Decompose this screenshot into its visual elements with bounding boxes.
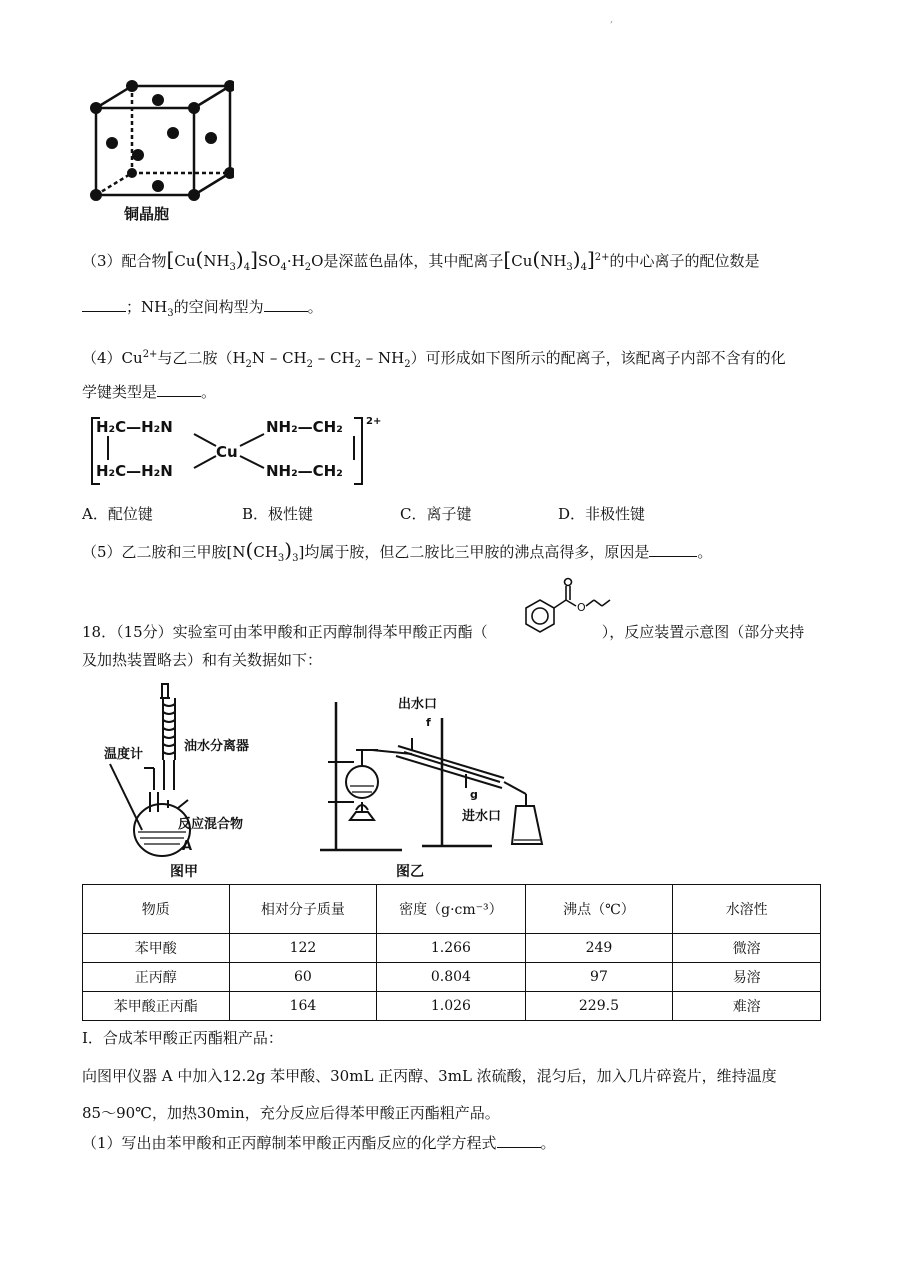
label-water-in: 进水口 [462,809,502,824]
caption-figure-b: 图乙 [396,864,424,880]
label-f: f [426,716,431,729]
table-row [83,963,821,992]
table-header: 水溶性 [673,885,821,934]
label-water-out: 出水口 [398,697,438,712]
q5-text-b: 均属于胺，但乙二胺比三甲胺的沸点高得多，原因是 [304,543,650,561]
ion-bottom-right: NH₂—CH₂ [266,462,343,480]
answer-blank[interactable] [82,297,126,312]
q3-text-a: （3）配合物 [82,252,167,270]
figure-b-distillation [316,694,556,880]
table-header: 物质 [83,885,230,934]
answer-blank[interactable] [264,297,308,312]
table-cell: 难溶 [673,992,821,1021]
table-cell: 122 [229,934,377,963]
part1-paragraph-2: 85～90℃，加热30min，充分反应后得苯甲酸正丙酯粗产品。 [82,1104,500,1122]
table-cell: 正丙醇 [83,963,230,992]
q3-text-e: 的空间构型为 [173,298,264,316]
part1-q1-text: （1）写出由苯甲酸和正丙醇制苯甲酸正丙酯反应的化学方程式 [82,1134,497,1152]
q3-text-b: 是深蓝色晶体，其中配离子 [323,252,504,270]
q4-text-e: 。 [201,383,217,401]
option-c: C．离子键 [400,505,472,523]
figure-a-apparatus [98,680,278,880]
table-cell: 易溶 [673,963,821,992]
ion-bottom-left: H₂C—H₂N [96,462,173,480]
part1-question-1 [82,1133,556,1153]
header-mark: , [610,14,614,25]
q4-text-d: 学键类型是 [82,383,158,401]
answer-blank[interactable] [649,542,697,557]
q4-text-a: （4）Cu [82,349,143,367]
properties-table [82,884,821,1021]
part1-q1-end: 。 [540,1134,556,1152]
table-cell: 苯甲酸正丙酯 [83,992,230,1021]
formula-complex-ion: $[Cu(NH_3)_4]^{2+}$ [503,247,610,273]
q4-line2 [82,382,216,402]
table-header-row [83,885,821,934]
ion-top-right: NH₂—CH₂ [266,418,343,436]
table-cell: 苯甲酸 [83,934,230,963]
option-a: A．配位键 [82,505,153,523]
q3-line2: ；$NH_3$的空间构型为 。 [82,297,323,324]
label-thermometer: 温度计 [104,747,144,762]
q3-text-d: ；NH [126,298,168,316]
ion-center-cu: Cu [216,443,238,461]
q18-text-a: 18．（15分）实验室可由苯甲酸和正丙醇制得苯甲酸正丙酯（ [82,623,488,641]
label-mixture: 反应混合物 [178,817,244,832]
formula-ethylenediamine: $H_2N - CH_2 - CH_2 - NH_2$ [232,349,411,370]
table-cell: 97 [525,963,673,992]
table-header: 沸点（℃） [525,885,673,934]
ion-top-left: H₂C—H₂N [96,418,173,436]
part1-title: I．合成苯甲酸正丙酯粗产品： [82,1029,283,1047]
table-cell: 164 [229,992,377,1021]
q4-sup: 2+ [142,349,158,360]
q4-text-b: 与乙二胺（ [157,349,233,367]
svg-text:O: O [577,601,586,614]
q18-line2: 及加热装置略去）和有关数据如下： [82,651,323,669]
table-row [83,992,821,1021]
q3-text-c: 的中心离子的配位数是 [609,252,760,270]
table-cell: 1.266 [377,934,525,963]
ion-charge: 2+ [366,416,382,427]
table-row [83,934,821,963]
q18-text-b: ），反应装置示意图（部分夹持 [601,623,805,641]
q5-text-c: 。 [697,543,713,561]
answer-blank[interactable] [157,382,201,397]
table-header: 相对分子质量 [229,885,377,934]
table-cell: 0.804 [377,963,525,992]
option-d: D．非极性键 [558,505,646,523]
label-g: g [470,788,478,801]
formula-complex: $[Cu(NH_3)_4]SO_4\cdot H_2O$ [166,247,324,273]
copper-cell-caption: 铜晶胞 [124,205,170,223]
label-separator: 油水分离器 [184,739,250,754]
formula-trimethylamine: $[N(CH_3)_3]$ [226,538,305,564]
q18-line1 [82,622,804,642]
cu-en-complex-structure [82,410,402,492]
table-cell: 60 [229,963,377,992]
q3-text-f: 。 [307,298,323,316]
option-b: B．极性键 [242,505,314,523]
propyl-benzoate-structure [508,576,614,638]
q5-text-a: （5）乙二胺和三甲胺 [82,543,227,561]
q5-line [82,540,712,569]
caption-figure-a: 图甲 [170,864,198,880]
table-header: 密度（g·cm⁻³） [377,885,525,934]
copper-unit-cell-figure [84,80,234,205]
q3-line1 [82,248,760,278]
q4-text-c: ）可形成如下图所示的配离子，该配离子内部不含有的化 [410,349,786,367]
table-cell: 229.5 [525,992,673,1021]
table-cell: 249 [525,934,673,963]
label-a: A [182,839,193,854]
q4-line1 [82,345,786,375]
table-cell: 1.026 [377,992,525,1021]
answer-blank[interactable] [497,1133,541,1148]
part1-paragraph-1: 向图甲仪器 A 中加入12.2g 苯甲酸、30mL 正丙醇、3mL 浓硫酸，混匀后，加入几片碎瓷片，维持温度 [82,1067,777,1085]
table-cell: 微溶 [673,934,821,963]
